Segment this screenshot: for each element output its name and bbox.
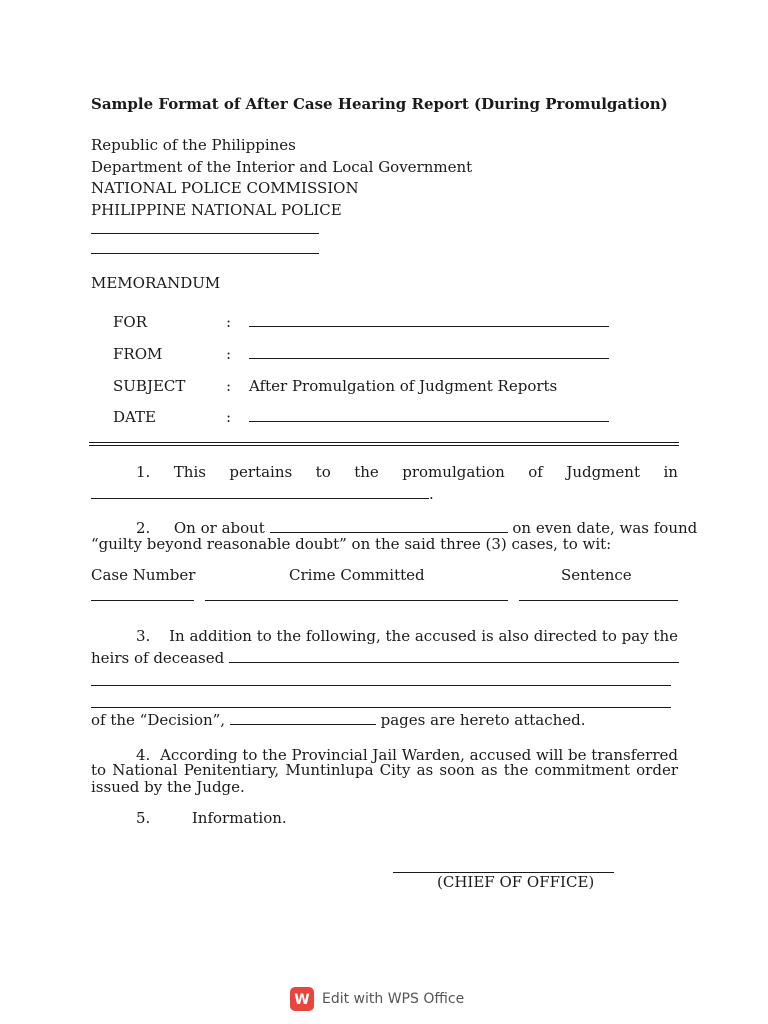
para4-text-1: According to the Provincial Jail Warden, accused will be transferred: [160, 746, 678, 764]
wps-watermark[interactable]: [290, 986, 464, 1012]
para1-line1: [136, 463, 678, 481]
date-colon: :: [226, 408, 232, 426]
date-label: DATE: [113, 408, 156, 426]
from-blank: [249, 345, 609, 363]
para1-blank: [91, 498, 429, 499]
subject-colon: :: [226, 377, 232, 395]
crime-committed-header: Crime Committed: [289, 566, 425, 584]
office-blank-line-1: [91, 233, 319, 234]
para1-number: 1.: [136, 463, 151, 481]
case-number-header: Case Number: [91, 566, 196, 584]
sentence-blank: [519, 600, 678, 601]
header-napolcom: NATIONAL POLICE COMMISSION: [91, 179, 359, 197]
sentence-header: Sentence: [561, 566, 632, 584]
para1-word: in: [663, 463, 678, 481]
para3-blank-line-2: [91, 707, 671, 708]
para1-end: .: [429, 485, 434, 503]
para4-number: 4.: [136, 746, 151, 764]
para1-word: of: [528, 463, 543, 481]
header-republic: Republic of the Philippines: [91, 136, 296, 154]
subject-value: After Promulgation of Judgment Reports: [249, 377, 558, 395]
from-colon: :: [226, 345, 232, 363]
para1-word: promulgation: [402, 463, 505, 481]
para5-line: [136, 809, 287, 827]
para5-text: Information.: [191, 809, 287, 827]
crime-committed-blank: [205, 600, 508, 601]
para3-line5: [91, 711, 586, 729]
para3-blank-line-1: [91, 685, 671, 686]
from-label: FROM: [113, 345, 163, 363]
for-blank: [249, 313, 609, 331]
para2-date-blank: [270, 532, 508, 533]
para3-heirs-blank: [229, 662, 679, 663]
para5-number: 5.: [136, 809, 151, 827]
para3-decision-lead: of the “Decision”,: [91, 711, 226, 729]
para3-line1: [136, 627, 678, 645]
para3-line2: [91, 649, 679, 667]
svg-text:W: W: [294, 992, 310, 1007]
para3-number: 3.: [136, 627, 151, 645]
wps-watermark-text: Edit with WPS Office: [322, 991, 465, 1007]
para2-lead: On or about: [173, 519, 265, 537]
case-number-blank: [91, 600, 194, 601]
office-blank-line-2: [91, 253, 319, 254]
para4-text-2: to National Penitentiary, Muntinlupa City as soon as the commitment order: [91, 761, 678, 779]
para1-word: Judgment: [566, 463, 640, 481]
para2-line2: “guilty beyond reasonable doubt” on the said three (3) cases, to wit:: [91, 535, 612, 553]
para2-number: 2.: [136, 519, 151, 537]
para3-pages-blank: [230, 724, 376, 725]
wps-logo-icon: [290, 987, 314, 1011]
para1-word: pertains: [229, 463, 293, 481]
para1-word: This: [173, 463, 206, 481]
para1-line2: [91, 485, 434, 503]
para2-after: on even date, was found: [512, 519, 698, 537]
signature-label: (CHIEF OF OFFICE): [437, 873, 595, 891]
subject-label: SUBJECT: [113, 377, 186, 395]
para1-word: to: [315, 463, 331, 481]
para1-word: the: [354, 463, 379, 481]
for-colon: :: [226, 313, 232, 331]
para4-text-3: issued by the Judge.: [91, 778, 245, 796]
para3-heirs-lead: heirs of deceased: [91, 649, 225, 667]
header-department: Department of the Interior and Local Government: [91, 158, 473, 176]
date-blank: [249, 408, 609, 426]
separator-line-bottom: [89, 445, 679, 446]
for-label: FOR: [113, 313, 147, 331]
para3-decision-tail: pages are hereto attached.: [380, 711, 586, 729]
para3-text: In addition to the following, the accused is also directed to pay the: [169, 627, 678, 645]
memorandum-heading: MEMORANDUM: [91, 274, 221, 292]
separator-line-top: [89, 442, 679, 443]
header-pnp: PHILIPPINE NATIONAL POLICE: [91, 201, 342, 219]
document-title: Sample Format of After Case Hearing Report (During Promulgation): [91, 95, 668, 113]
